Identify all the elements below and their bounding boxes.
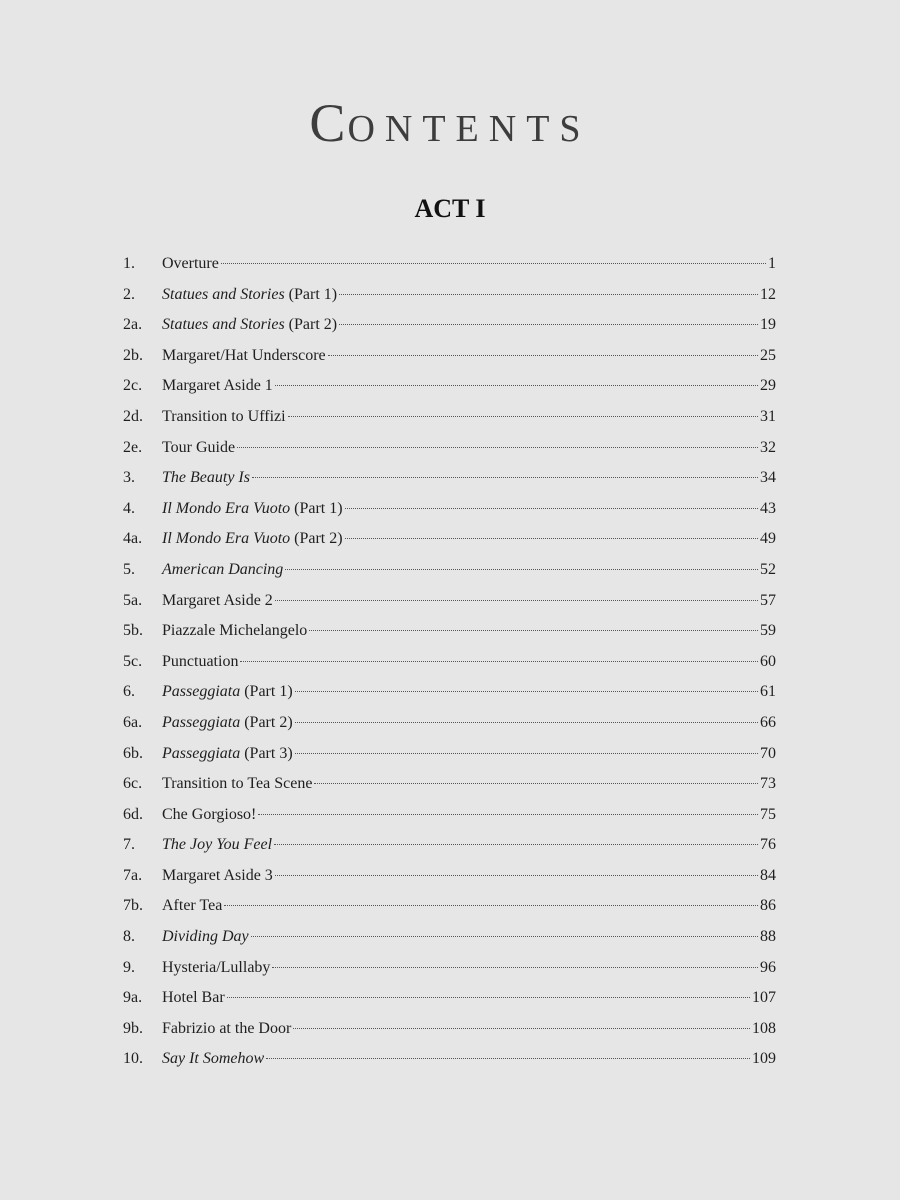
toc-entry-page: 76 xyxy=(760,836,776,854)
toc-entry-page: 107 xyxy=(752,989,776,1007)
toc-entry-title-italic: The Beauty Is xyxy=(162,469,250,487)
toc-entry-number: 1. xyxy=(123,255,135,272)
toc-entry-title-italic: Il Mondo Era Vuoto xyxy=(162,530,291,548)
toc-entry-title-plain: Tour Guide xyxy=(162,438,236,456)
table-of-contents xyxy=(123,255,776,1081)
dot-leader xyxy=(345,538,758,539)
toc-entry-page: 34 xyxy=(760,469,776,487)
dot-leader xyxy=(224,905,758,906)
dot-leader xyxy=(240,661,758,662)
dot-leader xyxy=(274,844,758,845)
toc-entry-title xyxy=(162,714,293,732)
toc-entry[interactable] xyxy=(123,1050,776,1081)
toc-entry-title-italic: Passeggiata xyxy=(162,713,241,731)
toc-entry[interactable] xyxy=(123,561,776,592)
toc-entry-page: 57 xyxy=(760,591,776,609)
toc-entry[interactable] xyxy=(123,714,776,745)
toc-entry-page: 49 xyxy=(760,530,776,548)
toc-entry-number: 3. xyxy=(123,469,135,487)
toc-entry[interactable] xyxy=(123,500,776,531)
toc-entry-title-plain: Punctuation xyxy=(162,652,239,670)
toc-entry-page: 108 xyxy=(752,1019,776,1037)
toc-entry-page: 73 xyxy=(760,775,776,793)
toc-entry[interactable] xyxy=(123,806,776,837)
dot-leader xyxy=(295,691,758,692)
dot-leader xyxy=(339,294,758,295)
toc-entry-number: 2b. xyxy=(123,346,143,364)
toc-entry-number: 6d. xyxy=(123,805,143,823)
toc-entry-title-plain: (Part 2) xyxy=(240,713,293,731)
toc-entry[interactable] xyxy=(123,469,776,500)
toc-entry[interactable] xyxy=(123,989,776,1020)
toc-entry-page: 60 xyxy=(760,652,776,670)
dot-leader xyxy=(266,1058,750,1059)
toc-entry-title-plain: Transition to Tea Scene xyxy=(162,775,313,793)
toc-entry-number: 7a. xyxy=(123,866,143,884)
dot-leader xyxy=(328,355,758,356)
toc-entry-title xyxy=(162,377,273,395)
toc-entry-title-plain: Piazzale Michelangelo xyxy=(162,622,308,640)
toc-entry[interactable] xyxy=(123,745,776,776)
toc-entry-title-plain: Overture xyxy=(162,255,219,272)
toc-entry-page: 59 xyxy=(760,622,776,640)
dot-leader xyxy=(314,783,758,784)
toc-entry[interactable] xyxy=(123,959,776,990)
toc-entry[interactable] xyxy=(123,836,776,867)
toc-entry-title xyxy=(162,683,293,701)
toc-entry-number: 2a. xyxy=(123,316,143,334)
toc-entry[interactable] xyxy=(123,255,776,286)
toc-entry[interactable] xyxy=(123,775,776,806)
toc-entry-page: 19 xyxy=(760,316,776,334)
toc-entry-number: 2c. xyxy=(123,377,143,395)
toc-entry-title xyxy=(162,439,235,457)
page-title-initial: C xyxy=(309,93,348,153)
toc-entry-title xyxy=(162,745,293,763)
toc-entry-number: 2e. xyxy=(123,438,143,456)
toc-entry-title xyxy=(162,959,270,977)
toc-entry-page: 1 xyxy=(768,255,776,272)
toc-entry-number: 2. xyxy=(123,285,135,303)
toc-entry-page: 32 xyxy=(760,438,776,456)
toc-entry-title-plain: Margaret Aside 1 xyxy=(162,377,273,395)
toc-entry-number: 2d. xyxy=(123,407,143,425)
toc-entry-page: 70 xyxy=(760,744,776,762)
toc-entry-title-italic: Statues and Stories xyxy=(162,316,285,334)
toc-entry-title xyxy=(162,469,250,487)
toc-entry[interactable] xyxy=(123,439,776,470)
toc-entry[interactable] xyxy=(123,377,776,408)
toc-entry-number: 6b. xyxy=(123,744,143,762)
toc-entry-title xyxy=(162,316,337,334)
toc-entry[interactable] xyxy=(123,867,776,898)
dot-leader xyxy=(251,936,758,937)
toc-entry-number: 7. xyxy=(123,836,135,854)
dot-leader xyxy=(275,875,758,876)
page-title-rest: ONTENTS xyxy=(347,108,591,150)
toc-entry-title xyxy=(162,500,343,518)
toc-entry-number: 10. xyxy=(123,1050,143,1068)
toc-entry-title xyxy=(162,622,307,640)
toc-entry-title xyxy=(162,561,283,579)
toc-entry-page: 43 xyxy=(760,499,776,517)
dot-leader xyxy=(237,447,758,448)
act-heading: ACT I xyxy=(414,194,486,223)
toc-entry-title-italic: Dividing Day xyxy=(162,928,249,946)
dot-leader xyxy=(258,814,758,815)
toc-entry-title-plain: (Part 2) xyxy=(284,316,338,334)
toc-entry-number: 5c. xyxy=(123,652,143,670)
toc-entry-page: 88 xyxy=(760,928,776,946)
toc-entry-title-italic: Say It Somehow xyxy=(162,1050,265,1068)
toc-entry-title-italic: American Dancing xyxy=(162,560,284,578)
dot-leader xyxy=(285,569,758,570)
toc-entry-number: 4a. xyxy=(123,530,143,548)
toc-entry-title xyxy=(162,1020,291,1038)
toc-entry-title xyxy=(162,1050,264,1068)
toc-entry-number: 4. xyxy=(123,499,135,517)
toc-entry-number: 6c. xyxy=(123,775,143,793)
dot-leader xyxy=(288,416,758,417)
dot-leader xyxy=(227,997,750,998)
toc-entry-title-plain: (Part 3) xyxy=(240,744,293,762)
toc-entry-title-italic: Passeggiata xyxy=(162,683,241,701)
toc-entry[interactable] xyxy=(123,928,776,959)
toc-entry-number: 5. xyxy=(123,560,135,578)
toc-entry-title-plain: (Part 1) xyxy=(284,285,338,303)
toc-entry-title-italic: The Joy You Feel xyxy=(162,836,273,854)
toc-entry[interactable] xyxy=(123,408,776,439)
toc-entry[interactable] xyxy=(123,316,776,347)
toc-entry-title xyxy=(162,592,273,610)
toc-entry[interactable] xyxy=(123,683,776,714)
dot-leader xyxy=(295,753,758,754)
dot-leader xyxy=(221,263,766,264)
toc-entry-title-plain: After Tea xyxy=(162,897,223,915)
toc-entry-page: 86 xyxy=(760,897,776,915)
toc-entry-title-italic: Passeggiata xyxy=(162,744,241,762)
toc-entry-page: 61 xyxy=(760,683,776,701)
toc-entry-title-plain: Margaret Aside 3 xyxy=(162,866,273,884)
toc-entry-title-plain: Margaret Aside 2 xyxy=(162,591,273,609)
toc-entry-title-italic: Statues and Stories xyxy=(162,285,285,303)
toc-entry-title-plain: Hotel Bar xyxy=(162,989,225,1007)
toc-entry[interactable] xyxy=(123,897,776,928)
toc-entry-title xyxy=(162,255,219,273)
dot-leader xyxy=(295,722,758,723)
toc-entry-page: 84 xyxy=(760,866,776,884)
toc-entry-title xyxy=(162,806,256,824)
toc-entry-title xyxy=(162,530,343,548)
toc-entry[interactable] xyxy=(123,530,776,561)
toc-entry-title-italic: Il Mondo Era Vuoto xyxy=(162,499,291,517)
dot-leader xyxy=(275,600,758,601)
toc-entry-number: 5a. xyxy=(123,591,143,609)
toc-entry[interactable] xyxy=(123,1020,776,1051)
toc-entry-page: 75 xyxy=(760,805,776,823)
toc-entry-title xyxy=(162,408,286,426)
dot-leader xyxy=(293,1028,750,1029)
toc-entry-title-plain: Hysteria/Lullaby xyxy=(162,958,271,976)
dot-leader xyxy=(345,508,758,509)
toc-entry-number: 9b. xyxy=(123,1019,143,1037)
dot-leader xyxy=(252,477,758,478)
toc-entry-page: 66 xyxy=(760,713,776,731)
toc-entry-number: 5b. xyxy=(123,622,143,640)
toc-entry[interactable] xyxy=(123,592,776,623)
toc-entry-page: 31 xyxy=(760,407,776,425)
dot-leader xyxy=(309,630,758,631)
toc-entry-page: 25 xyxy=(760,346,776,364)
toc-entry-title xyxy=(162,928,249,946)
toc-entry-number: 7b. xyxy=(123,897,143,915)
toc-entry[interactable] xyxy=(123,622,776,653)
toc-entry-title-plain: Margaret/Hat Underscore xyxy=(162,346,326,364)
toc-entry-number: 9. xyxy=(123,958,135,976)
toc-entry-title-plain: (Part 2) xyxy=(290,530,343,548)
toc-entry-title-plain: (Part 1) xyxy=(290,499,343,517)
toc-entry-page: 12 xyxy=(760,285,776,303)
toc-entry-title xyxy=(162,286,337,304)
dot-leader xyxy=(275,385,758,386)
toc-entry-title xyxy=(162,989,225,1007)
toc-entry-number: 6. xyxy=(123,683,135,701)
toc-entry-number: 8. xyxy=(123,928,135,946)
toc-entry-number: 6a. xyxy=(123,713,143,731)
toc-entry-number: 9a. xyxy=(123,989,143,1007)
toc-entry-title xyxy=(162,653,238,671)
toc-entry-title xyxy=(162,867,273,885)
dot-leader xyxy=(339,324,758,325)
toc-entry-title xyxy=(162,347,326,365)
toc-entry-title-plain: Che Gorgioso! xyxy=(162,805,257,823)
toc-entry[interactable] xyxy=(123,286,776,317)
toc-entry-title xyxy=(162,775,312,793)
toc-entry-page: 109 xyxy=(752,1050,776,1068)
toc-entry-title-plain: Transition to Uffizi xyxy=(162,407,286,425)
toc-entry-page: 96 xyxy=(760,958,776,976)
toc-entry-title-plain: (Part 1) xyxy=(240,683,293,701)
toc-entry-title xyxy=(162,897,222,915)
toc-entry-title xyxy=(162,836,272,854)
toc-entry-page: 52 xyxy=(760,560,776,578)
toc-entry[interactable] xyxy=(123,347,776,378)
page-title xyxy=(0,92,900,154)
dot-leader xyxy=(272,967,758,968)
toc-entry-page: 29 xyxy=(760,377,776,395)
toc-entry-title-plain: Fabrizio at the Door xyxy=(162,1019,292,1037)
toc-entry[interactable] xyxy=(123,653,776,684)
